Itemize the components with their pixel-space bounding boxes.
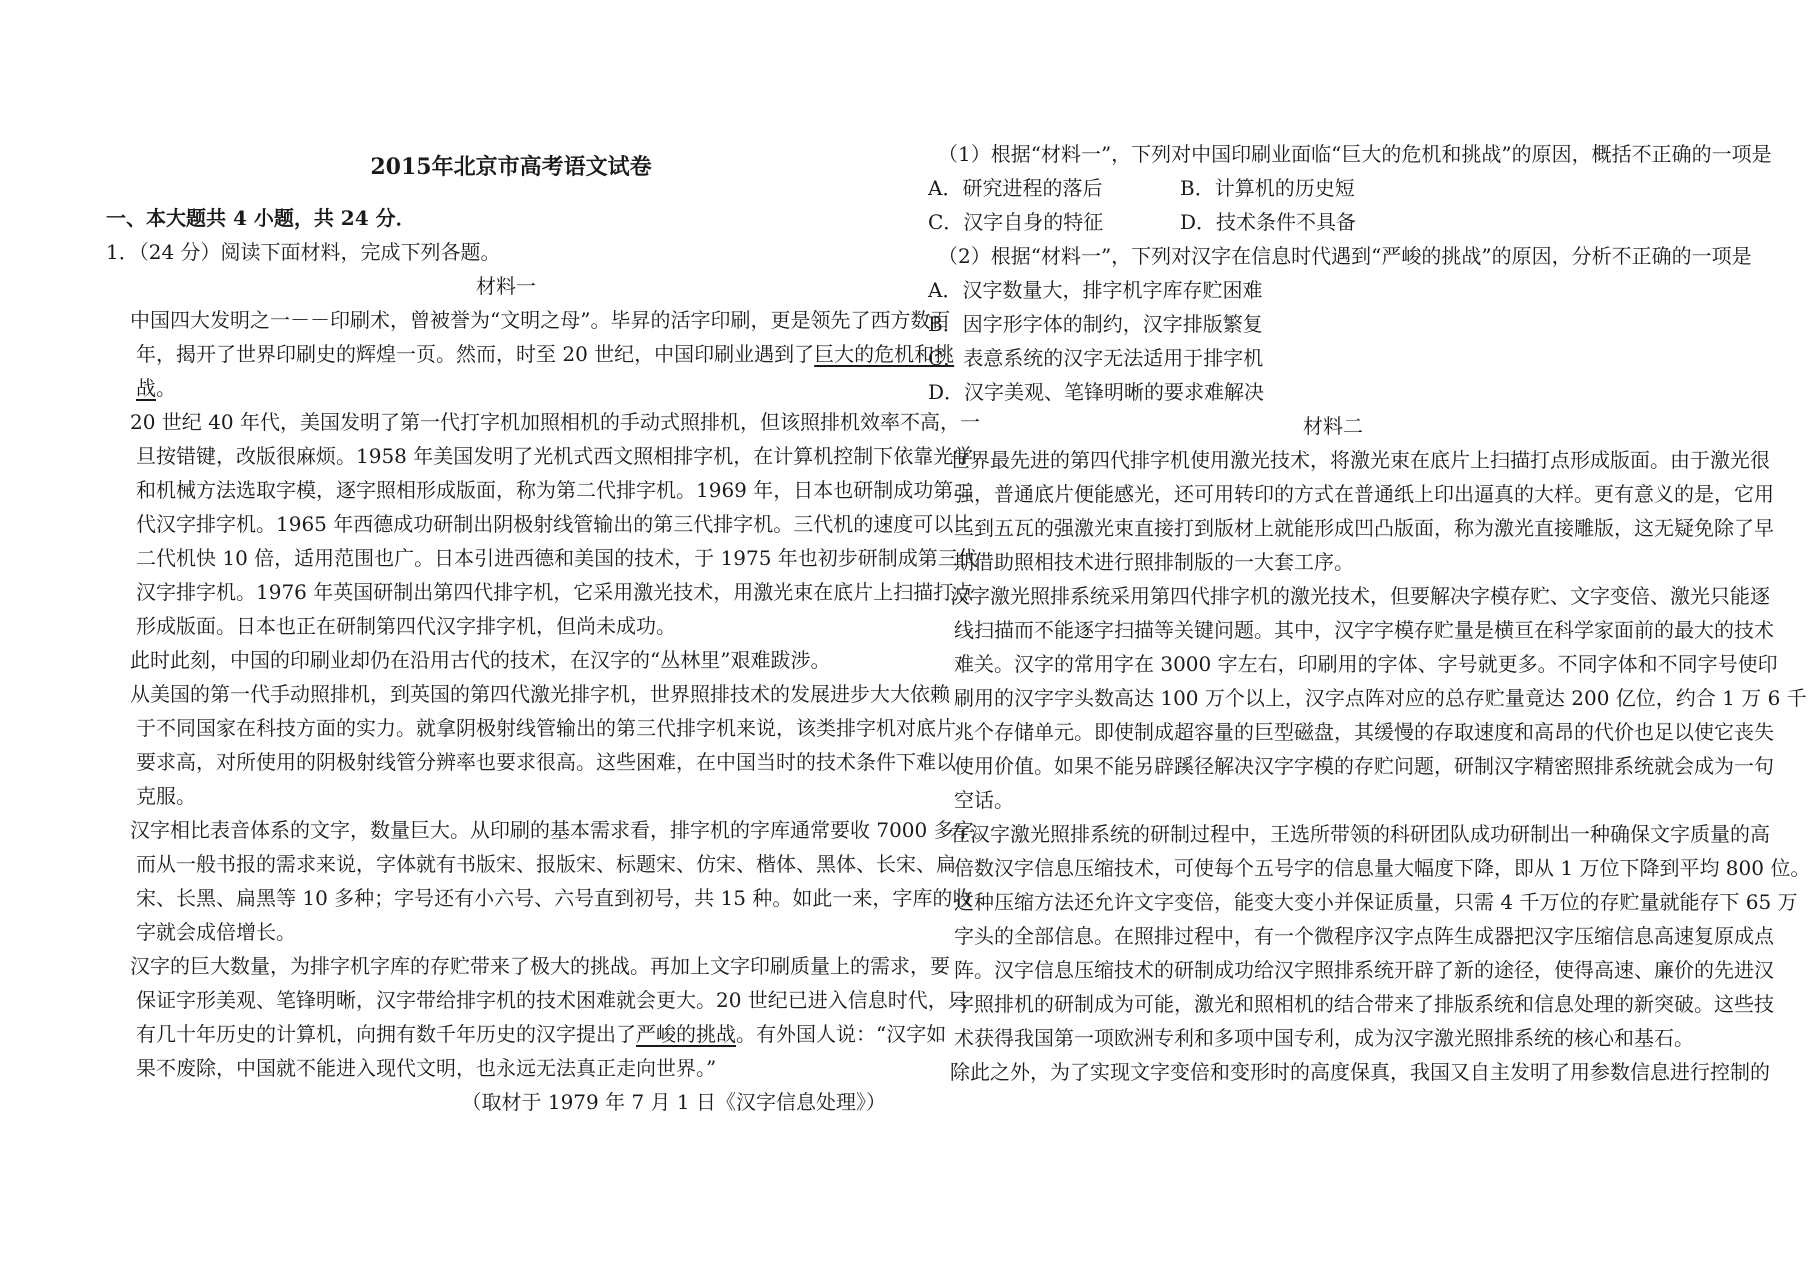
text-line: 旦按错键，改版很麻烦。1958 年美国发明了光机式西文照相排字机，在计算机控制下依靠光学 [136, 444, 974, 468]
material2-heading: 材料二 [1303, 414, 1363, 438]
text-line: 难关。汉字的常用字在 3000 字左右，印刷用的字体、字号就更多。不同字体和不同字号使印 [954, 652, 1778, 676]
text-line: 字就会成倍增长。 [136, 920, 296, 944]
text-line: 汉字激光照排系统采用第四代排字机的激光技术，但要解决字模存贮、文字变倍、激光只能逐 [950, 584, 1770, 608]
text-line: 术获得我国第一项欧洲专利和多项中国专利，成为汉字激光照排系统的核心和基石。 [954, 1026, 1694, 1050]
text-line: 代汉字排字机。1965 年西德成功研制出阴极射线管输出的第三代排字机。三代机的速度可以比 [136, 512, 974, 536]
page-title: 2015年北京市高考语文试卷 [370, 154, 652, 180]
text-line: 于不同国家在科技方面的实力。就拿阴极射线管输出的第三代排字机来说，该类排字机对底片 [136, 716, 956, 740]
text-line: 保证字形美观、笔锋明晰，汉字带给排字机的技术困难就会更大。20 世纪已进入信息时代，只 [136, 988, 968, 1012]
text-line: 三到五瓦的强激光束直接打到版材上就能形成凹凸版面，称为激光直接雕版，这无疑免除了早 [954, 516, 1774, 540]
text-line: 和机械方法选取字模，逐字照相形成版面，称为第二代排字机。1969 年，日本也研制成功第二 [136, 478, 974, 502]
option-b[interactable]: B．因字形字体的制约，汉字排版繁复 [928, 312, 1263, 336]
text-line: 线扫描而不能逐字扫描等关键问题。其中，汉字字模存贮量是横亘在科学家面前的最大的技术 [954, 618, 1774, 642]
text-line: 使用价值。如果不能另辟蹊径解决汉字字模的存贮问题，研制汉字精密照排系统就会成为一句 [954, 754, 1774, 778]
text-line: 空话。 [954, 788, 1014, 812]
text-line: 二代机快 10 倍，适用范围也广。日本引进西德和美国的技术，于 1975 年也初步研制成第三代 [136, 546, 978, 570]
text-segment: 年，揭开了世界印刷史的辉煌一页。然而，时至 20 世纪，中国印刷业遇到了 [136, 342, 815, 366]
text-line: 20 世纪 40 年代，美国发明了第一代打字机加照相机的手动式照排机，但该照排机效率不高，一 [130, 410, 980, 434]
text-line: 强，普通底片便能感光，还可用转印的方式在普通纸上印出逼真的大样。更有意义的是，它用 [954, 482, 1774, 506]
text-line: 字头的全部信息。在照排过程中，有一个微程序汉字点阵生成器把汉字压缩信息高速复原成点 [954, 924, 1774, 948]
text-line: 世界最先进的第四代排字机使用激光技术，将激光束在底片上扫描打点形成版面。由于激光很 [950, 448, 1770, 472]
text-line [136, 374, 176, 402]
text-line: 中国四大发明之一－－印刷术，曾被誉为“文明之母”。毕昇的活字印刷，更是领先了西方数百 [130, 308, 951, 332]
text-line: 汉字的巨大数量，为排字机字库的存贮带来了极大的挑战。再加上文字印刷质量上的需求，要 [130, 954, 950, 978]
text-line: 此时此刻，中国的印刷业却仍在沿用古代的技术，在汉字的“丛林里”艰难跋涉。 [130, 648, 831, 672]
section-heading: 一、本大题共 4 小题，共 24 分． [106, 206, 416, 230]
text-line: 克服。 [136, 784, 196, 808]
text-line [136, 340, 954, 368]
text-line: 倍数汉字信息压缩技术，可使每个五号字的信息量大幅度下降，即从 1 万位下降到平均 800 位。 [954, 856, 1811, 880]
text-segment: 。 [156, 376, 176, 400]
text-line: 期借助照相技术进行照排制版的一大套工序。 [954, 550, 1354, 574]
text-line: 这种压缩方法还允许文字变倍，能变大变小并保证质量，只需 4 千万位的存贮量就能存下 65 万 [954, 890, 1798, 914]
text-line: 在汉字激光照排系统的研制过程中，王选所带领的科研团队成功研制出一种确保文字质量的高 [950, 822, 1770, 846]
question-stem: （2）根据“材料一”，下列对汉字在信息时代遇到“严峻的挑战”的原因，分析不正确的一项是 [938, 244, 1752, 268]
text-line: 阵。汉字信息压缩技术的研制成功给汉字照排系统开辟了新的途径，使得高速、廉价的先进汉 [954, 958, 1774, 982]
text-line: 字照排机的研制成为可能，激光和照相机的结合带来了排版系统和信息处理的新突破。这些技 [954, 992, 1774, 1016]
text-line: 要求高，对所使用的阴极射线管分辨率也要求很高。这些困难，在中国当时的技术条件下难以 [136, 750, 956, 774]
text-line: 形成版面。日本也正在研制第四代汉字排字机，但尚未成功。 [136, 614, 676, 638]
text-line: 汉字排字机。1976 年英国研制出第四代排字机，它采用激光技术，用激光束在底片上扫描打点 [136, 580, 974, 604]
text-line [136, 1020, 946, 1048]
option-a[interactable]: A．研究进程的落后 [928, 176, 1103, 200]
option-row [928, 208, 1357, 236]
text-segment: 。有外国人说：“汉字如 [736, 1022, 947, 1046]
option-c[interactable]: C．汉字自身的特征 [928, 210, 1104, 234]
text-line: 宋、长黑、扁黑等 10 多种；字号还有小六号、六号直到初号，共 15 种。如此一来，字库的收 [136, 886, 973, 910]
option-c[interactable]: C．表意系统的汉字无法适用于排字机 [928, 346, 1264, 370]
text-line: 果不废除，中国就不能进入现代文明，也永远无法真正走向世界。” [136, 1056, 717, 1080]
option-row [928, 174, 1355, 202]
material1-source: （取材于 1979 年 7 月 1 日《汉字信息处理》） [461, 1090, 886, 1114]
option-a[interactable]: A．汉字数量大，排字机字库存贮困难 [928, 278, 1263, 302]
underlined-phrase: 巨大的危机和挑 [814, 342, 955, 366]
text-line: 从美国的第一代手动照排机，到英国的第四代激光排字机，世界照排技术的发展进步大大依赖 [130, 682, 950, 706]
option-d[interactable]: D．汉字美观、笔锋明晰的要求难解决 [928, 380, 1265, 404]
text-line: 而从一般书报的需求来说，字体就有书版宋、报版宋、标题宋、仿宋、楷体、黑体、长宋、扁 [136, 852, 956, 876]
question-intro: 1．（24 分）阅读下面材料，完成下列各题。 [106, 240, 501, 264]
option-b[interactable]: B．计算机的历史短 [1180, 176, 1355, 200]
text-segment: 有几十年历史的计算机，向拥有数千年历史的汉字提出了 [136, 1022, 636, 1046]
option-d[interactable]: D．技术条件不具备 [1180, 210, 1357, 234]
text-line: 汉字相比表音体系的文字，数量巨大。从印刷的基本需求看，排字机的字库通常要收 7000 多字。 [130, 818, 994, 842]
text-line: 刷用的汉字字头数高达 100 万个以上，汉字点阵对应的总存贮量竟达 200 亿位，约合 1 万 6 千 [954, 686, 1807, 710]
material1-heading: 材料一 [476, 274, 536, 298]
text-line: 兆个存储单元。即使制成超容量的巨型磁盘，其缓慢的存取速度和高昂的代价也足以使它丧失 [954, 720, 1774, 744]
underlined-phrase: 战 [136, 376, 156, 400]
text-line: 除此之外，为了实现文字变倍和变形时的高度保真，我国又自主发明了用参数信息进行控制的 [950, 1060, 1770, 1084]
underlined-phrase: 严峻的挑战 [636, 1022, 736, 1046]
question-stem: （1）根据“材料一”，下列对中国印刷业面临“巨大的危机和挑战”的原因，概括不正确的一项是 [938, 142, 1772, 166]
